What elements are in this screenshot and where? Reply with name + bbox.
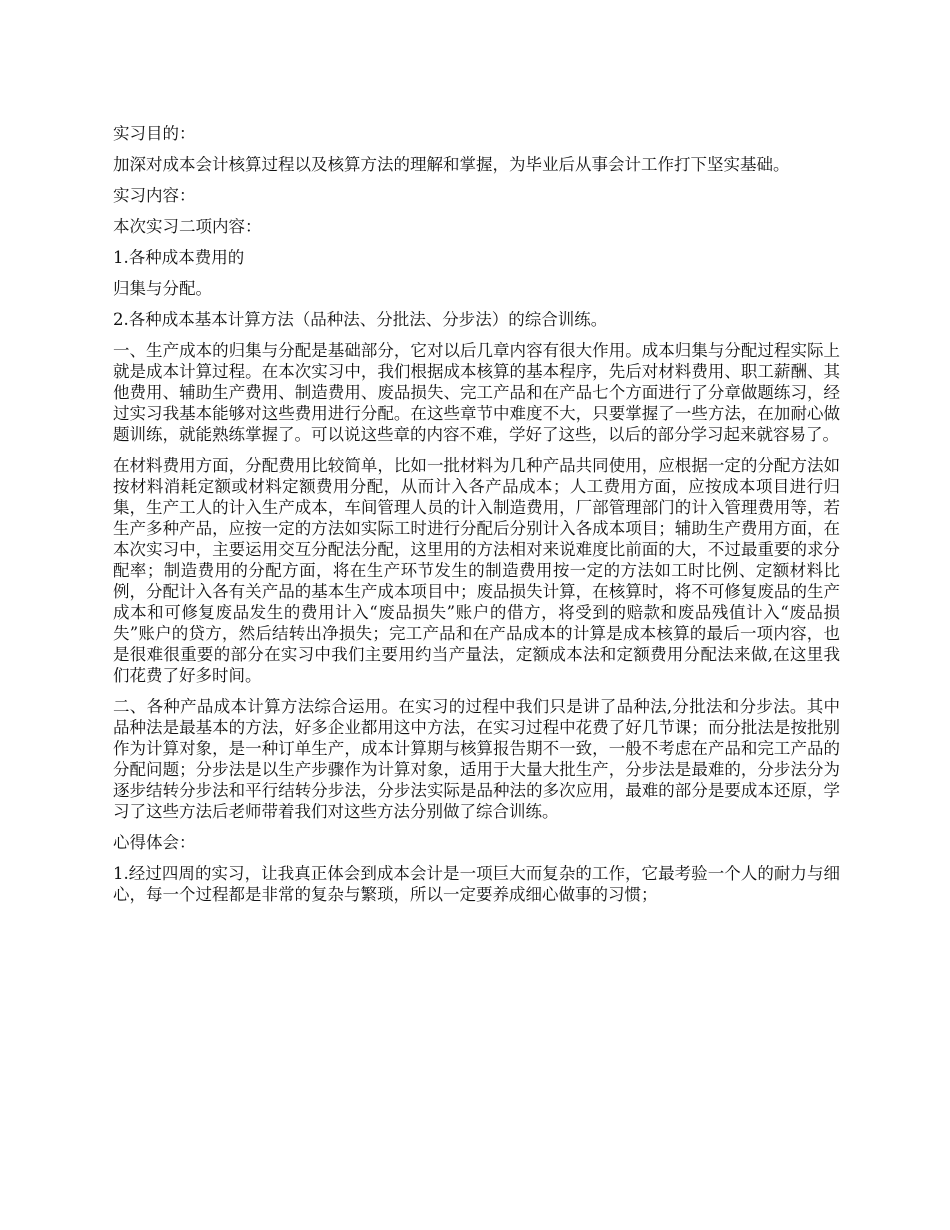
paragraph-material-costs: 在材料费用方面，分配费用比较简单，比如一批材料为几种产品共同使用，应根据一定的分配方法如按材料消耗定额或材料定额费用分配，从而计入各产品成本；人工费用方面，应按成本项目进行归集，生产工人的计入生产成本，车间管理人员的计入制造费用，厂部管理部门的计入管理费用等，若生产多种产品，应按一定的方法如实际工时进行分配后分别计入各成本项目；辅助生产费用方面，在本次实习中，主要运用交互分配法分配，这里用的方法相对来说难度比前面的大，不过最重要的求分配率；制造费用的分配方面，将在生产环节发生的制造费用按一定的方法如工时比例、定额材料比例，分配计入各有关产品的基本生产成本项目中；废品损失计算，在核算时，将不可修复废品的生产成本和可修复废品发生的费用计入“废品损失”账户的借方，将受到的赔款和废品残值计入“废品损失”账户的贷方，然后结转出净损失；完工产品和在产品成本的计算是成本核算的最后一项内容，也是很难很重要的部分在实习中我们主要用约当产量法，定额成本法和定额费用分配法来做,在这里我们花费了好多时间。 <box>113 456 840 685</box>
paragraph-content-intro: 本次实习二项内容： <box>113 217 262 236</box>
paragraph-reflection-1: 1.经过四周的实习，让我真正体会到成本会计是一项巨大而复杂的工作，它最考验一个人的耐力与细心，每一个过程都是非常的复杂与繁琐，所以一定要养成细心做事的习惯； <box>113 864 840 904</box>
list-item-2: 2.各种成本基本计算方法（品种法、分批法、分步法）的综合训练。 <box>113 310 608 329</box>
paragraph-purpose: 加深对成本会计核算过程以及核算方法的理解和掌握，为毕业后从事会计工作打下坚实基础。 <box>113 155 790 174</box>
heading-reflection: 心得体会： <box>113 833 196 852</box>
paragraph-section-one: 一、生产成本的归集与分配是基础部分，它对以后几章内容有很大作用。成本归集与分配过程实际上就是成本计算过程。在本次实习中，我们根据成本核算的基本程序，先后对材料费用、职工薪酬、其他费用、辅助生产费用、制造费用、废品损失、完工产品和在产品七个方面进行了分章做题练习，经过实习我基本能够对这些费用进行分配。在这些章节中难度不大，只要掌握了一些方法，在加耐心做题训练，就能熟练掌握了。可以说这些章的内容不难，学好了这些，以后的部分学习起来就容易了。 <box>113 341 840 444</box>
paragraph-section-two: 二、各种产品成本计算方法综合运用。在实习的过程中我们只是讲了品种法,分批法和分步法。其中品种法是最基本的方法，好多企业都用这中方法，在实习过程中花费了好几节课；而分批法是按批别作为计算对象，是一种订单生产，成本计算期与核算报告期不一致，一般不考虑在产品和完工产品的分配问题；分步法是以生产步骤作为计算对象，适用于大量大批生产，分步法是最难的，分步法分为逐步结转分步法和平行结转分步法，分步法实际是品种法的多次应用，最难的部分是要成本还原，学习了这些方法后老师带着我们对这些方法分别做了综合训练。 <box>113 697 840 821</box>
document-page <box>113 123 840 915</box>
list-item-1-continued: 归集与分配。 <box>113 279 212 298</box>
heading-purpose: 实习目的： <box>113 124 196 143</box>
list-item-1: 1.各种成本费用的 <box>113 248 245 267</box>
heading-content: 实习内容： <box>113 186 196 205</box>
